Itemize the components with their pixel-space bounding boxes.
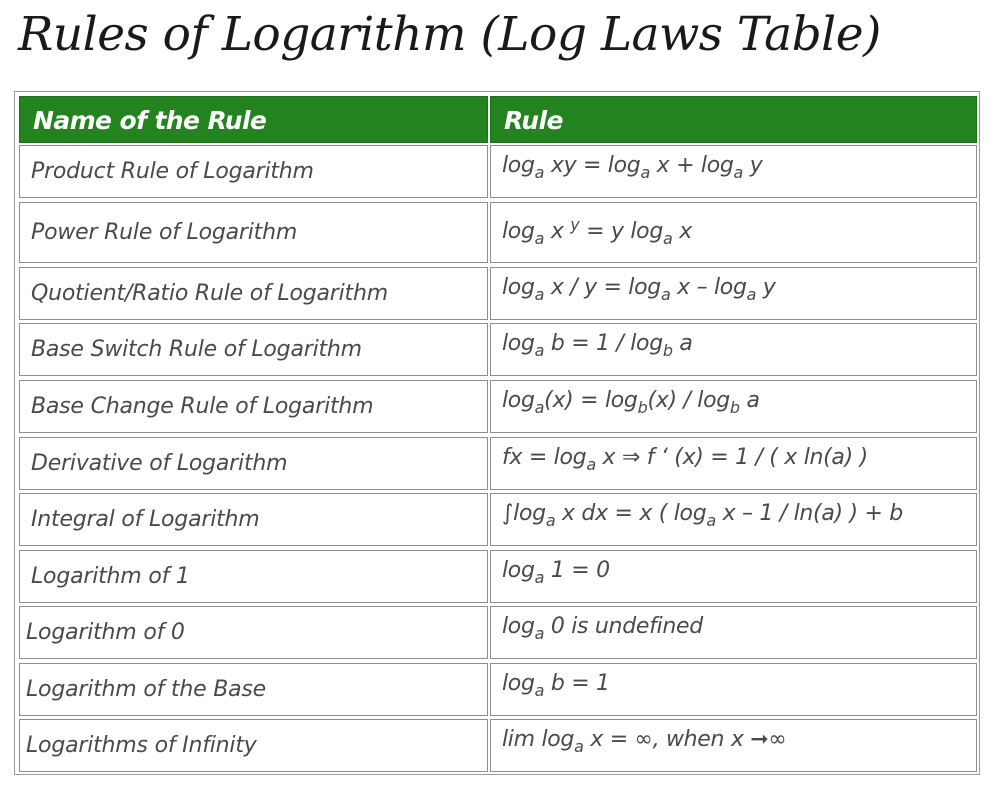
rule-name-cell: Product Rule of Logarithm xyxy=(19,145,488,198)
rule-formula xyxy=(502,331,693,360)
formula-text: log xyxy=(502,153,535,178)
rule-name-cell: Base Switch Rule of Logarithm xyxy=(19,323,488,376)
formula-subscript: a xyxy=(534,229,545,248)
rule-formula-cell xyxy=(490,202,977,263)
rule-formula xyxy=(502,215,692,248)
rule-formula xyxy=(502,671,610,700)
rule-name-cell: Derivative of Logarithm xyxy=(19,437,488,490)
rule-formula-cell xyxy=(490,719,977,772)
rule-formula-cell xyxy=(490,663,977,716)
page-title: Rules of Logarithm (Log Laws Table) xyxy=(18,7,881,62)
rule-formula xyxy=(502,275,776,304)
formula-text: log xyxy=(502,219,535,244)
formula-text: x = ∞, when x ➞∞ xyxy=(583,727,787,752)
formula-text: y xyxy=(756,275,776,300)
rule-name-cell: Integral of Logarithm xyxy=(19,493,488,546)
rule-name-cell: Logarithm of the Base xyxy=(19,663,488,716)
formula-subscript: a xyxy=(663,229,673,248)
formula-text: fx = log xyxy=(502,445,587,470)
rule-name-cell: Logarithm of 1 xyxy=(19,550,488,603)
formula-subscript: a xyxy=(545,511,556,530)
formula-subscript: b xyxy=(637,398,648,417)
rule-formula-cell xyxy=(490,380,977,433)
formula-subscript: b xyxy=(729,398,740,417)
formula-text: y xyxy=(743,153,763,178)
formula-supscript: y xyxy=(570,215,580,234)
rule-formula-cell xyxy=(490,493,977,546)
rule-formula xyxy=(502,445,868,474)
header-name-of-rule: Name of the Rule xyxy=(19,96,488,143)
formula-subscript: a xyxy=(640,163,650,182)
formula-subscript: b xyxy=(662,341,673,360)
formula-text: log xyxy=(502,275,535,300)
rule-formula-cell xyxy=(490,323,977,376)
formula-subscript: a xyxy=(534,285,545,304)
rule-formula-cell xyxy=(490,145,977,198)
rule-name-cell: Logarithms of Infinity xyxy=(19,719,488,772)
formula-subscript: a xyxy=(534,398,545,417)
rule-name-cell: Logarithm of 0 xyxy=(19,606,488,659)
rule-formula-cell xyxy=(490,267,977,320)
rule-formula xyxy=(502,501,903,530)
rule-name-cell: Base Change Rule of Logarithm xyxy=(19,380,488,433)
formula-subscript: a xyxy=(586,455,596,474)
formula-text: x ⇒ f ‘ (x) = 1 / ( x ln(a) ) xyxy=(595,445,868,470)
rule-formula-cell xyxy=(490,606,977,659)
rule-formula xyxy=(502,153,763,182)
rule-name-cell: Power Rule of Logarithm xyxy=(19,202,488,263)
formula-subscript: a xyxy=(534,624,545,643)
formula-text: (x) / log xyxy=(647,388,730,413)
rule-formula xyxy=(502,614,703,643)
formula-text: x – 1 / ln(a) ) + b xyxy=(715,501,903,526)
formula-subscript: a xyxy=(746,285,757,304)
formula-text: log xyxy=(502,558,535,583)
formula-text: a xyxy=(672,331,693,356)
formula-text: x dx = x ( log xyxy=(555,501,707,526)
formula-text: log xyxy=(502,614,535,639)
header-rule: Rule xyxy=(490,96,977,143)
rule-formula-cell xyxy=(490,437,977,490)
formula-subscript: a xyxy=(733,163,744,182)
formula-text: log xyxy=(502,388,535,413)
rule-formula xyxy=(502,727,787,756)
rule-formula-cell xyxy=(490,550,977,603)
rule-formula xyxy=(502,388,760,417)
formula-text: x + log xyxy=(649,153,734,178)
formula-text: a xyxy=(739,388,760,413)
formula-text: 0 is undefined xyxy=(544,614,703,639)
formula-subscript: a xyxy=(534,163,545,182)
formula-text: x xyxy=(672,219,692,244)
rule-formula xyxy=(502,558,610,587)
formula-text: ∫log xyxy=(502,501,546,526)
formula-text: x xyxy=(544,219,571,244)
formula-text: log xyxy=(502,671,535,696)
formula-text: log xyxy=(502,331,535,356)
formula-text: = y log xyxy=(579,219,664,244)
formula-text: x – log xyxy=(670,275,747,300)
formula-subscript: a xyxy=(706,511,716,530)
log-laws-table xyxy=(14,91,980,775)
rule-name-cell: Quotient/Ratio Rule of Logarithm xyxy=(19,267,488,320)
formula-subscript: a xyxy=(534,681,545,700)
formula-subscript: a xyxy=(574,737,584,756)
formula-text: lim log xyxy=(502,727,575,752)
formula-text: xy = log xyxy=(544,153,641,178)
formula-subscript: a xyxy=(660,285,671,304)
formula-text: 1 = 0 xyxy=(544,558,610,583)
formula-text: b = 1 xyxy=(544,671,610,696)
formula-subscript: a xyxy=(534,341,545,360)
formula-text: x / y = log xyxy=(544,275,661,300)
formula-text: b = 1 / log xyxy=(544,331,663,356)
formula-subscript: a xyxy=(534,568,545,587)
formula-text: (x) = log xyxy=(544,388,638,413)
